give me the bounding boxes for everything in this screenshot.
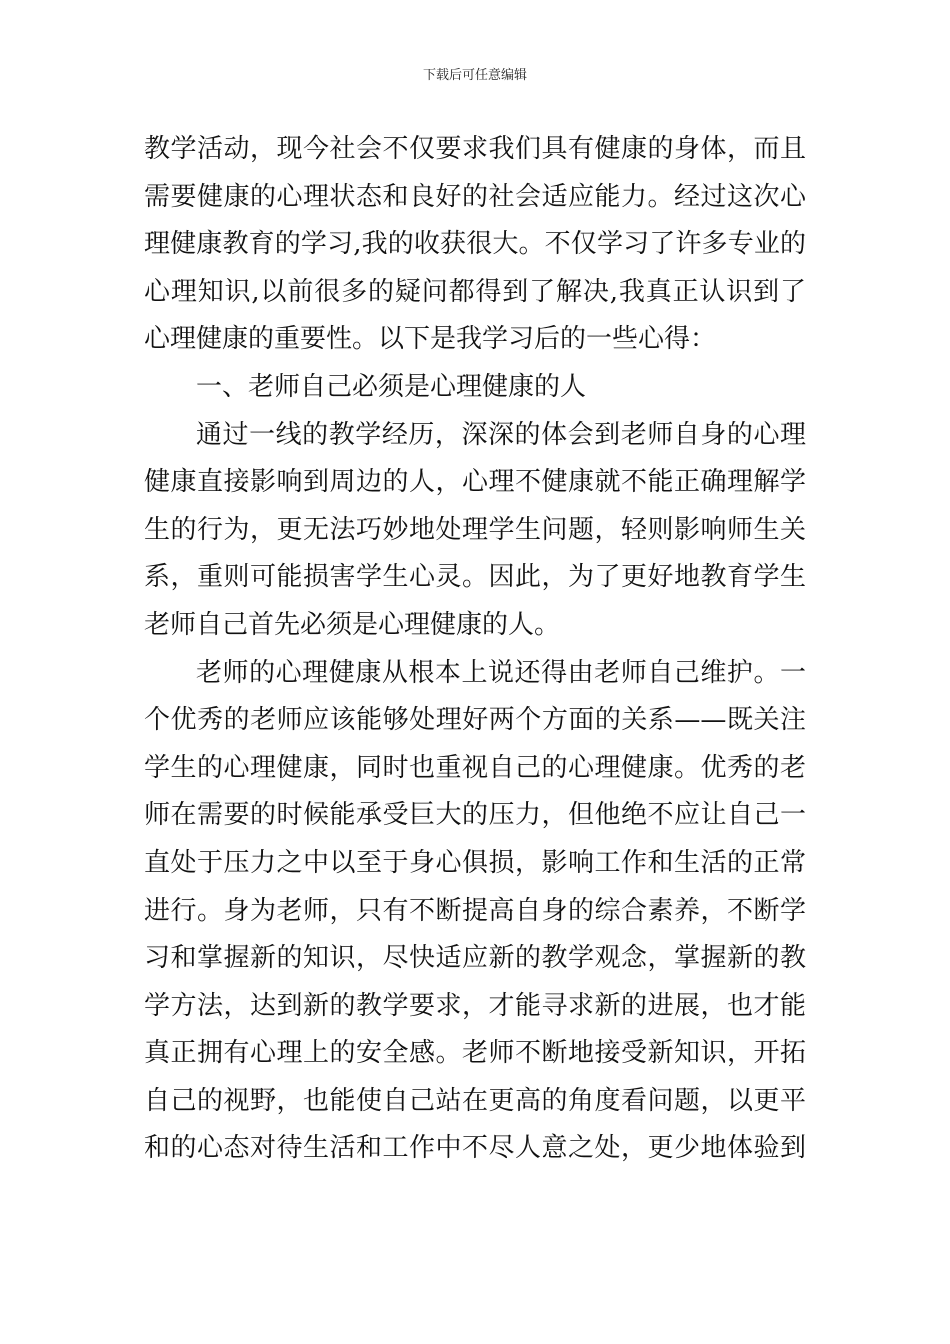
page-header: 下载后可任意编辑	[422, 68, 527, 83]
text-line: 师在需要的时候能承受巨大的压力，但他绝不应让自己一	[144, 800, 806, 831]
text-line: 和的心态对待生活和工作中不尽人意之处，更少地体验到	[144, 1133, 806, 1164]
text-line: 自己的视野，也能使自己站在更高的角度看问题，以更平	[144, 1085, 806, 1116]
text-line: 学生的心理健康，同时也重视自己的心理健康。优秀的老	[144, 752, 806, 783]
text-line: 教学活动，现今社会不仅要求我们具有健康的身体，而且	[144, 134, 806, 164]
section-heading: 一、老师自己必须是心理健康的人	[196, 371, 587, 402]
text-line: 心理健康的重要性。以下是我学习后的一些心得：	[144, 324, 717, 355]
text-line: 生的行为，更无法巧妙地处理学生问题，轻则影响师生关	[144, 514, 806, 545]
text-line: 习和掌握新的知识，尽快适应新的教学观念，掌握新的教	[144, 943, 806, 974]
text-line: 理健康教育的学习,我的收获很大。不仅学习了许多专业的	[144, 229, 806, 260]
text-line: 老师的心理健康从根本上说还得由老师自己维护。一	[196, 657, 806, 688]
text-line: 需要健康的心理状态和良好的社会适应能力。经过这次心	[144, 181, 806, 212]
text-line: 通过一线的教学经历，深深的体会到老师自身的心理	[196, 419, 806, 450]
text-line: 真正拥有心理上的安全感。老师不断地接受新知识，开拓	[144, 1038, 806, 1069]
text-line: 心理知识,以前很多的疑问都得到了解决,我真正认识到了	[144, 276, 806, 307]
text-line: 直处于压力之中以至于身心俱损，影响工作和生活的正常	[144, 847, 806, 878]
text-line: 个优秀的老师应该能够处理好两个方面的关系——既关注	[144, 705, 806, 736]
text-line: 学方法，达到新的教学要求，才能寻求新的进展，也才能	[144, 990, 806, 1021]
text-line: 进行。身为老师，只有不断提高自身的综合素养，不断学	[144, 895, 806, 926]
text-line: 老师自己首先必须是心理健康的人。	[144, 609, 561, 640]
text-line: 系，重则可能损害学生心灵。因此，为了更好地教育学生	[144, 562, 806, 593]
document-body	[144, 126, 806, 1173]
text-line: 健康直接影响到周边的人，心理不健康就不能正确理解学	[144, 467, 806, 498]
